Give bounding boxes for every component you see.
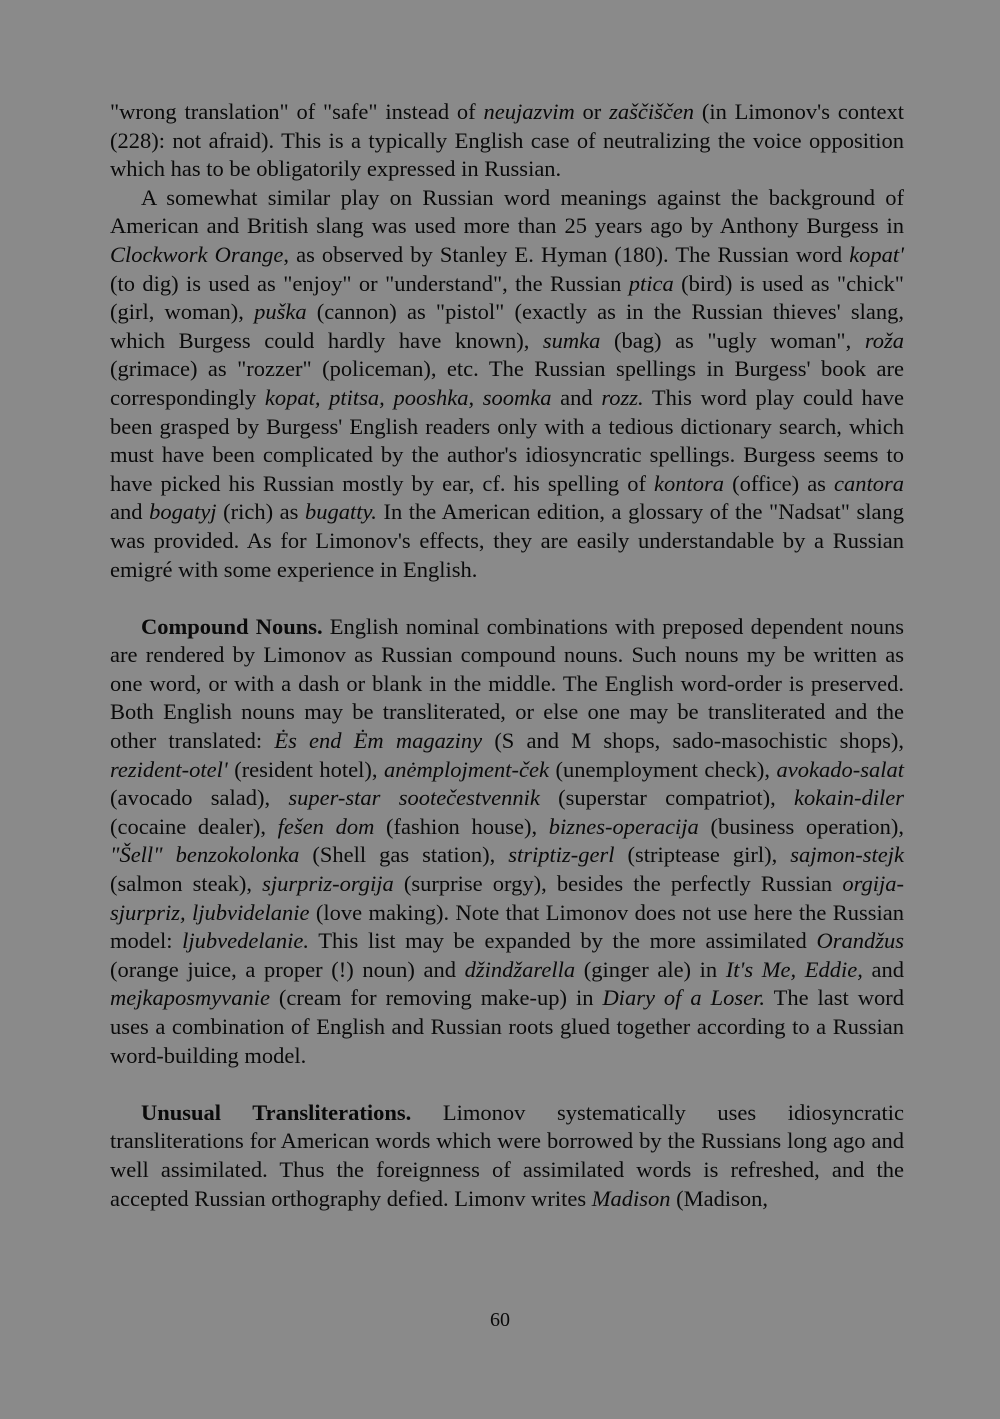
italic-term: kopat' [849, 241, 904, 267]
italic-term: džindžarella [464, 956, 576, 982]
text-run: Limonov systematically uses idiosyncratic transliterations for American words which were borrowed by the Russians long ago and well assimilated. Thus the foreignness of assimilated words is refreshed, and the accepted Russian orthography defied. Limonv writes [110, 1099, 904, 1211]
text-run: The last word uses a combination of English and Russian roots glued together according to a Russian word-building model. [110, 985, 905, 1068]
paragraph-unusual-transliterations [110, 1099, 904, 1213]
italic-term: rozz. [601, 384, 644, 410]
italic-term: ptica [628, 270, 674, 296]
text-run: (to dig) is used as "enjoy" or "understand", the Russian [110, 270, 629, 296]
italic-term: biznes-operacija [548, 813, 699, 839]
text-run: (cream for removing make-up) in [269, 985, 603, 1011]
text-run: and [551, 384, 602, 410]
italic-term: orgija-sjurpriz, ljubvidelanie [110, 871, 904, 925]
italic-term: fešen dom [277, 813, 375, 839]
italic-term: cantora [834, 470, 905, 496]
text-run: (striptease girl), [614, 842, 791, 868]
text-run: (office) as [724, 470, 835, 496]
italic-term: super-star sootečestvennik [288, 785, 540, 811]
text-run: (surprise orgy), besides the perfectly Russian [393, 871, 843, 897]
text-run: (fashion house), [374, 813, 549, 839]
text-run: "wrong translation" of "safe" instead of [110, 99, 484, 124]
text-run: In the American edition, a glossary of the "Nadsat" slang was provided. As for Limonov's effects, they are easily understandable by a Russian emigré with some experience in English. [110, 499, 904, 582]
italic-term: anėmplojment-ček [384, 756, 549, 782]
text-run: (grimace) as "rozzer" (policeman), etc. The Russian spellings in Burgess' book are correspondingly [110, 356, 904, 410]
text-run: (superstar compatriot), [539, 785, 795, 811]
italic-term: bogatyj [149, 499, 217, 525]
italic-term: mejkaposmyvanie [110, 985, 270, 1011]
section-heading-unusual-transliterations: Unusual Transliterations. [141, 1099, 412, 1125]
text-run: (salmon steak), [110, 871, 263, 897]
text-run: English nominal combinations with preposed dependent nouns are rendered by Limonov as Russian compound nouns. Such nouns my be written as one word, or with a dash or blank in the middle. The English word-order is preserved. Both English nouns may be transliterated, or else one may be transliterated and the other translated: [110, 613, 904, 754]
text-run: or [574, 99, 610, 124]
text-run: (unemployment check), [548, 756, 777, 782]
italic-term: kontora [654, 470, 725, 496]
italic-term: avokado-salat [776, 756, 904, 782]
italic-term: bugatty. [305, 499, 377, 525]
text-run: and [862, 956, 904, 982]
italic-term: sjurpriz-orgija [262, 871, 394, 897]
text-run: (bird) is used as "chick" (girl, woman), [110, 270, 904, 325]
text-run: (avocado salad), [110, 785, 289, 811]
italic-term: Madison [591, 1185, 671, 1211]
italic-term: Clockwork Orange [110, 241, 284, 267]
italic-term: "Šell" benzokolonka [110, 842, 300, 868]
text-run: (love making). Note that Limonov does not use here the Russian model: [110, 899, 904, 954]
text-run: (business operation), [698, 813, 904, 839]
paragraph-compound-nouns [110, 613, 904, 1071]
text-run: A somewhat similar play on Russian word meanings against the background of American and British slang was used more than 25 years ago by Anthony Burgess in [110, 184, 904, 239]
text-run: and [110, 499, 150, 525]
text-run: This word play could have been grasped by Burgess' English readers only with a tedious dictionary search, which must have been complicated by the author's idiosyncratic spellings. Burgess seems to have picked his Russian mostly by ear, cf. his spelling of [110, 384, 904, 496]
italic-term: kokain-diler [794, 785, 904, 811]
italic-term: ljubvedelanie. [182, 928, 309, 954]
text-run: (S and M shops, sado-masochistic shops), [482, 728, 904, 754]
italic-term: neujazvim [483, 99, 575, 124]
text-run: (Shell gas station), [299, 842, 509, 868]
text-run: (resident hotel), [227, 756, 385, 782]
italic-term: striptiz-gerl [508, 842, 615, 868]
text-run: (cocaine dealer), [110, 813, 278, 839]
italic-term: sajmon-stejk [790, 842, 905, 868]
italic-term: Ės end Ėm magaziny [274, 728, 483, 754]
text-run: (cannon) as "pistol" (exactly as in the Russian thieves' slang, which Burgess could hardly have known), [110, 299, 904, 353]
text-run: (ginger ale) in [575, 956, 726, 982]
text-run: (orange juice, a proper (!) noun) and [110, 956, 465, 982]
text-run: (Madison, [670, 1185, 768, 1211]
italic-term: puška [254, 299, 307, 325]
italic-term: Diary of a Loser. [602, 985, 766, 1011]
italic-term: Orandžus [816, 928, 904, 954]
section-heading-compound-nouns: Compound Nouns. [141, 613, 323, 639]
page-number: 60 [490, 1309, 510, 1331]
text-run: , as observed by Stanley E. Hyman (180). The Russian word [283, 241, 850, 267]
paragraph-continuation [110, 98, 904, 184]
text-run: (bag) as "ugly woman", [600, 327, 865, 353]
text-run: (rich) as [216, 499, 305, 525]
italic-term: roža [864, 327, 904, 353]
italic-term: sumka [542, 327, 601, 353]
italic-term: It's Me, Eddie, [725, 956, 863, 982]
italic-term: kopat, ptitsa, pooshka, soomka [264, 384, 552, 410]
compound-nouns-text [110, 614, 904, 1068]
text-run: (in Limonov's context (228): not afraid). This is a typically English case of neutralizing the voice opposition which has to be obligatorily expressed in Russian. [110, 99, 905, 182]
italic-term: rezident-otel' [110, 756, 228, 782]
paragraph-burgess [110, 184, 904, 584]
text-run: This list may be expanded by the more assimilated [309, 928, 817, 954]
italic-term: zaščiščen [609, 99, 695, 124]
page-body [110, 98, 904, 1213]
